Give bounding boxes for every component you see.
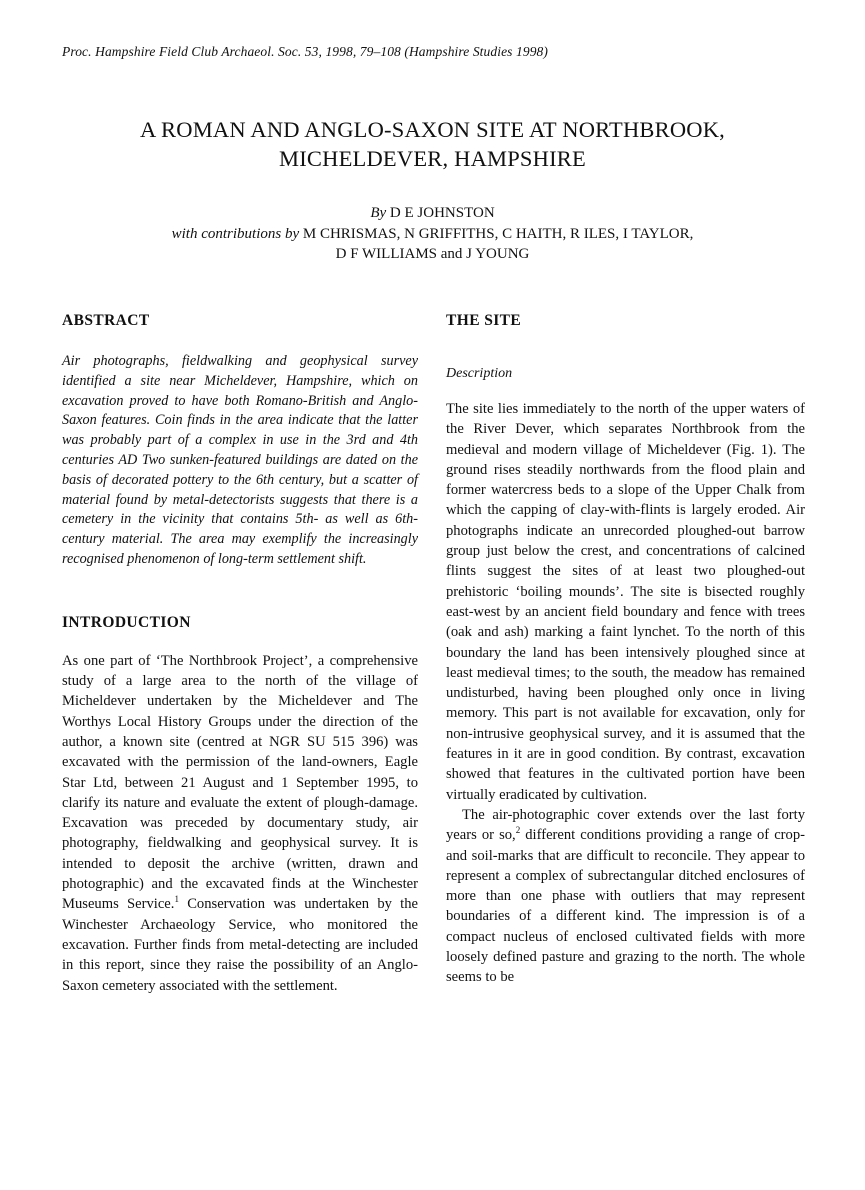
introduction-heading: INTRODUCTION bbox=[62, 613, 191, 631]
abstract-text: Air photographs, fieldwalking and geophysical survey identified a site near Micheldever, Hampshire, which on excavation proved to have both Romano-British and Anglo-Saxon features. Coin finds in the area indicate that the latter was probably part of a complex in use in the 3rd and 4th centuries AD Two sunken-featured buildings are dated on the basis of decorated pottery to the 6th century, but a scatter of material found by metal-detectorists suggests that there is a cemetery in the vicinity that contains 5th- as well as 6th-century material. The area may exemplify the increasingly recognised phenomenon of long-term settlement shift. bbox=[62, 353, 418, 567]
footnote-ref-1: 1 bbox=[174, 894, 179, 905]
abstract-heading: ABSTRACT bbox=[62, 312, 150, 329]
contributions-prefix: with contributions by bbox=[171, 225, 300, 242]
left-column bbox=[62, 312, 418, 996]
author-byline bbox=[60, 203, 805, 265]
article-title bbox=[60, 115, 805, 173]
author-line bbox=[60, 203, 805, 224]
description-paragraph-1: The site lies immediately to the north of the upper waters of the River Dever, which separates Northbrook from the medieval and modern village of Micheldever (Fig. 1). The ground rises steadily northwards from the flood plain and former watercress beds to a slope of the Upper Chalk from which the capping of clay-with-flints is largely eroded. Air photographs indicate an unrecorded ploughed-out barrow group just below the crest, and concentrations of calcined flints suggest the sites of at least two ploughed-out prehistoric ‘boiling mounds’. The site is bisected roughly east-west by an ancient field boundary and fence with trees (oak and ash) marking a faint lynchet. To the north of this boundary the land has been intensively ploughed since at least medieval times; to the south, the meadow has remained undisturbed, having been ploughed only once in living memory. This part is not available for excavation, only for non-intrusive geophysical survey, and it is assumed that the features in it are in good condition. By contrast, excavation showed that features in the cultivated portion have been virtually eradicated by cultivation. bbox=[446, 401, 805, 803]
article-title-line-2: MICHELDEVER, HAMPSHIRE bbox=[279, 146, 586, 171]
introduction-text-1: As one part of ‘The Northbrook Project’, a comprehensive study of a large area to the north of the village of Micheldever undertaken by the Micheldever and The Worthys Local History Groups under the direction of the author, a known site (centred at NGR SU 515 396) was excavated with the permission of the land-owners, Eagle Star Ltd, between 21 August and 1 September 1995, to clarify its nature and evaluate the extent of plough-damage. Excavation was preceded by documentary study, air photography, fieldwalking and geophysical survey. It is intended to deposit the archive (written, drawn and photographic) and the excavated finds at the Winchester Museums Service. bbox=[62, 652, 418, 913]
description-subheading: Description bbox=[446, 366, 513, 381]
contributors-names-1: M CHRISMAS, N GRIFFITHS, C HAITH, R ILES, I TAYLOR, bbox=[302, 225, 694, 242]
contributors-line-2: D F WILLIAMS and J YOUNG bbox=[335, 246, 530, 262]
description-paragraph-2 bbox=[446, 805, 805, 988]
introduction-text-2: Conservation was undertaken by the Winchester Archaeology Service, who monitored the excavation. Further finds from metal-detecting are included in this report, since they raise the possibility of an Anglo-Saxon cemetery associated with the settlement. bbox=[62, 896, 418, 994]
footnote-ref-2: 2 bbox=[515, 825, 521, 836]
author-name: D E JOHNSTON bbox=[389, 205, 495, 221]
journal-citation: Proc. Hampshire Field Club Archaeol. Soc. 53, 1998, 79–108 (Hampshire Studies 1998) bbox=[62, 44, 549, 59]
by-prefix: By bbox=[370, 205, 387, 221]
contributors-line-1 bbox=[60, 224, 805, 245]
description-paragraph-2-text-1: The air-photographic cover extends over the last forty years or so, bbox=[446, 806, 805, 844]
site-heading: THE SITE bbox=[446, 312, 522, 329]
description-paragraph-2-text-2: different conditions providing a range of crop- and soil-marks that are difficult to reconcile. They appear to represent a complex of subrectangular ditched enclosures of more than one phase with outliers that may represent boundaries of a different kind. The impression is of a compact nucleus of enclosed cultivated fields with more loosely defined pasture and grazing to the north. The whole seems to be bbox=[446, 827, 805, 986]
right-column bbox=[446, 312, 805, 988]
introduction-paragraph bbox=[62, 651, 418, 996]
article-title-line-1: A ROMAN AND ANGLO-SAXON SITE AT NORTHBROOK, bbox=[140, 117, 725, 142]
